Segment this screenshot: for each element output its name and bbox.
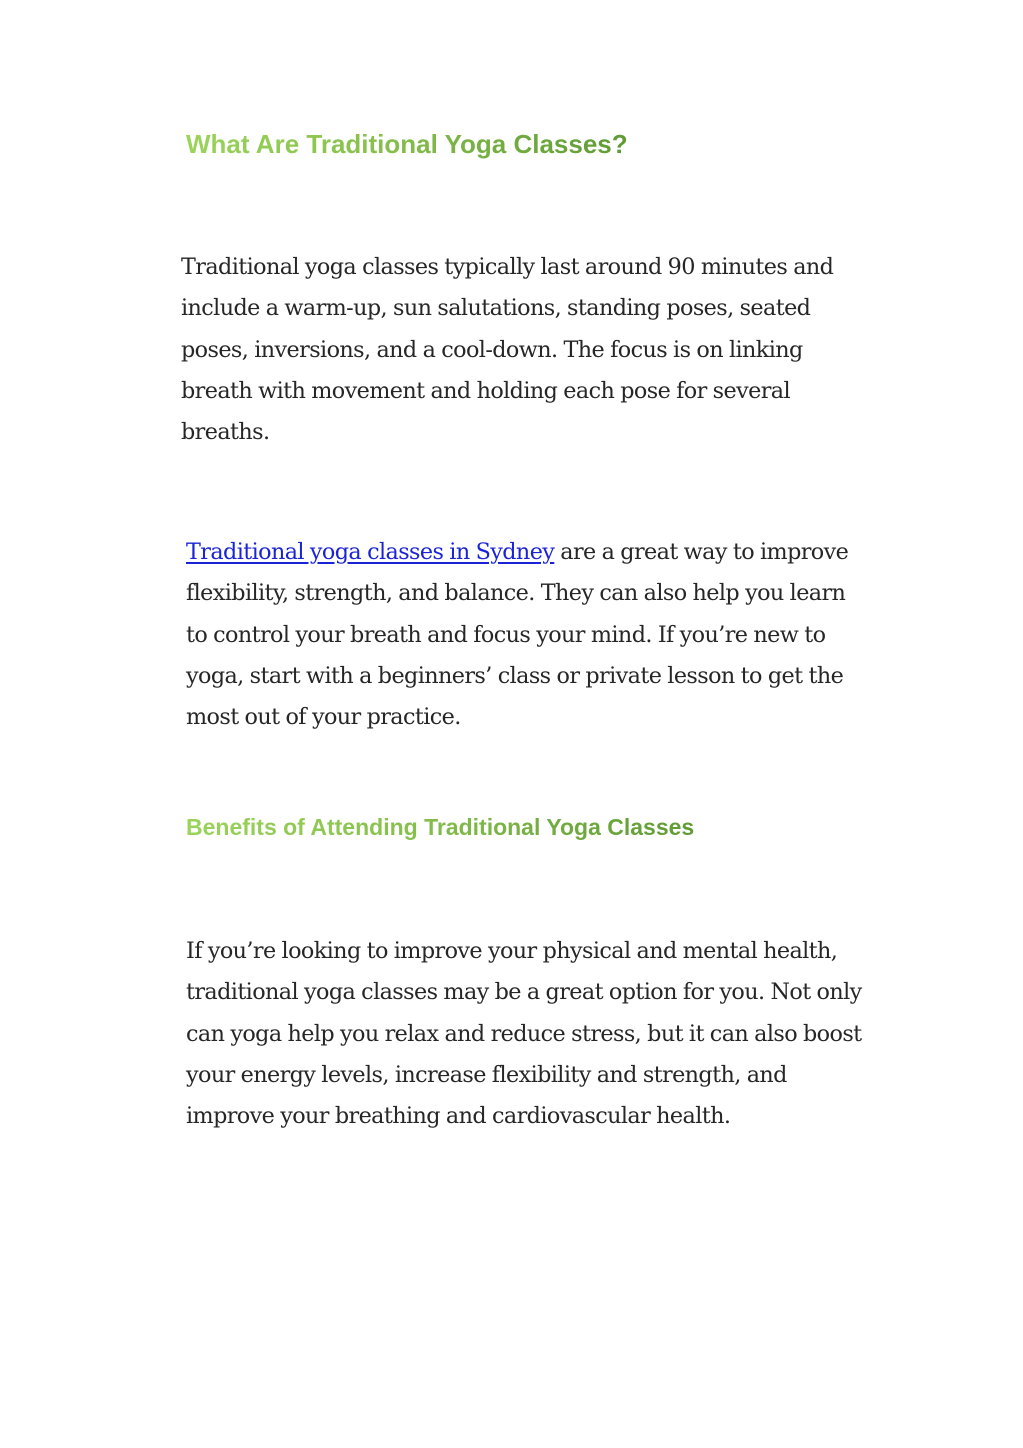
paragraph-sydney-classes-text: are a great way to improve flexibility, strength, and balance. They can also help you learn to control your breath and focus your mind. If you’re new to yoga, start with a beginners’ class or private lesson to get the most out of your practice.: [186, 539, 849, 731]
link-traditional-yoga-classes-sydney[interactable]: Traditional yoga classes in Sydney: [186, 539, 555, 565]
section-heading-what-are-traditional-yoga-classes: What Are Traditional Yoga Classes?: [186, 129, 628, 159]
paragraph-traditional-yoga-description: Traditional yoga classes typically last around 90 minutes and include a warm-up, sun salutations, standing poses, seated poses, inversions, and a cool-down. The focus is on linking breath with movement and holding each pose for several breaths.: [181, 254, 834, 446]
paragraph-benefits: If you’re looking to improve your physical and mental health, traditional yoga classes may be a great option for you. Not only can yoga help you relax and reduce stress, but it can also boost your energy levels, increase flexibility and strength, and improve your breathing and cardiovascular health.: [186, 938, 862, 1130]
paragraph-sydney-classes: [186, 532, 866, 738]
section-heading-benefits: Benefits of Attending Traditional Yoga Classes: [186, 814, 695, 840]
